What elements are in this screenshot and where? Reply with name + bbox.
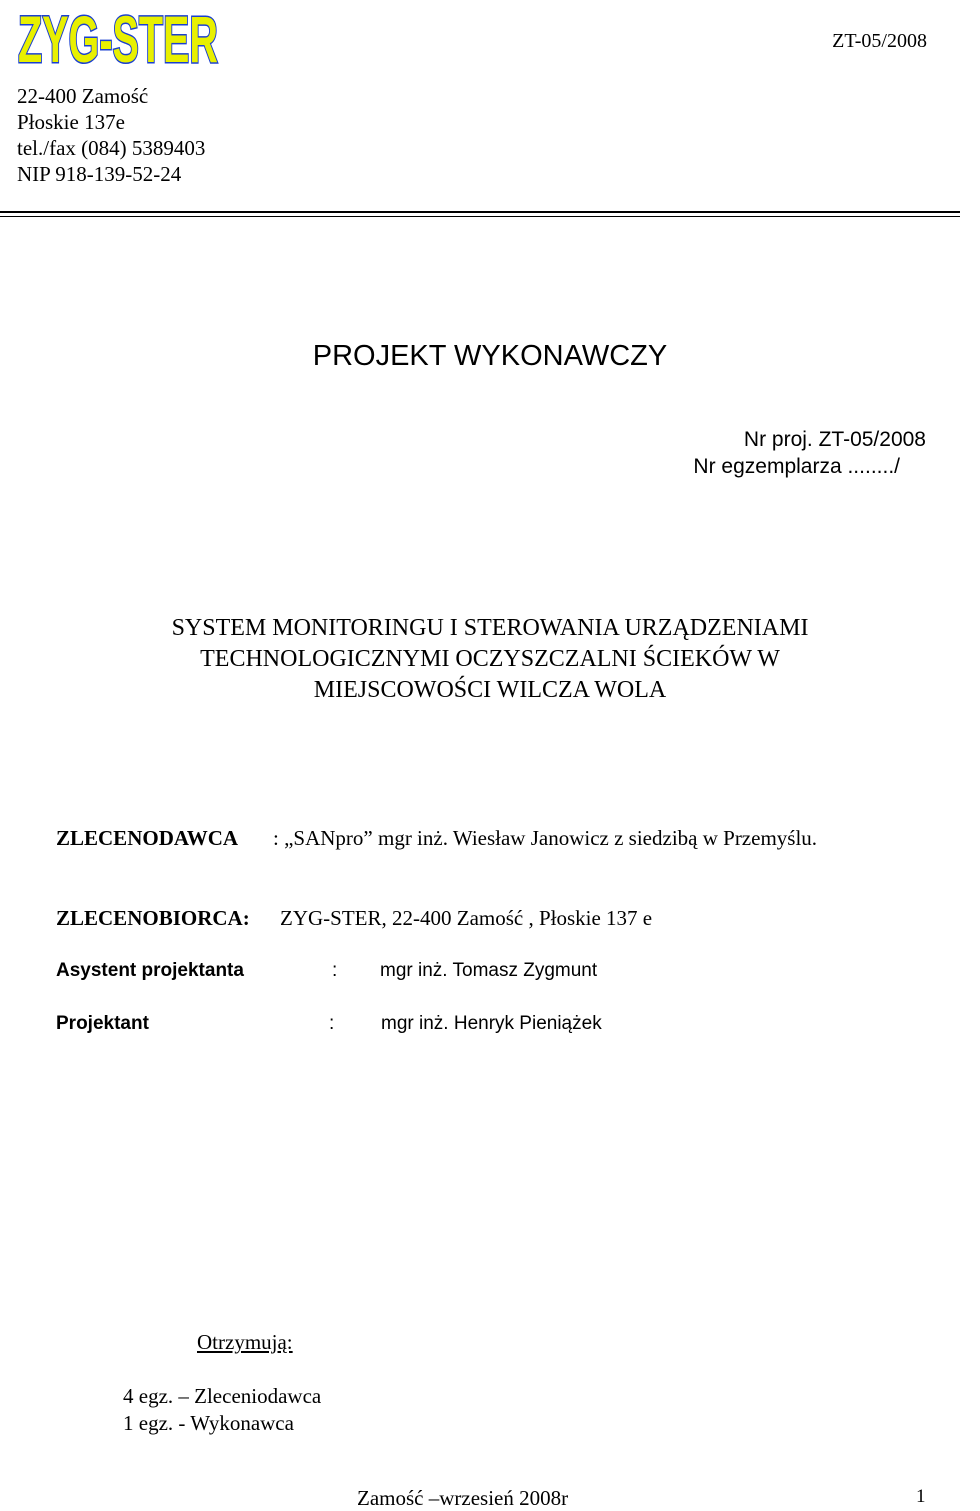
page-number: 1 xyxy=(916,1486,926,1507)
document-number: ZT-05/2008 xyxy=(832,30,927,52)
phone-fax-line: tel./fax (084) 5389403 xyxy=(17,136,206,160)
assistant-label: Asystent projektanta xyxy=(56,960,244,981)
designer-value: mgr inż. Henryk Pieniążek xyxy=(381,1013,602,1034)
project-number: Nr proj. ZT-05/2008 xyxy=(743,428,926,451)
logo-text: ZYG-STER xyxy=(18,2,218,76)
receivers-heading: Otrzymują: xyxy=(197,1330,293,1354)
company-logo xyxy=(16,0,222,74)
address-line-2: Płoskie 137e xyxy=(17,110,125,134)
header-rule-thin xyxy=(0,216,960,217)
receiver-item-2: 1 egz. - Wykonawca xyxy=(123,1411,294,1435)
subject-line-1: SYSTEM MONITORINGU I STEROWANIA URZĄDZENIAMI xyxy=(171,615,809,641)
document-title: PROJEKT WYKONAWCZY xyxy=(312,340,668,372)
subject-line-2: TECHNOLOGICZNYMI OCZYSZCZALNI ŚCIEKÓW W xyxy=(200,646,780,672)
footer-place-date: Zamość –wrzesień 2008r xyxy=(357,1486,569,1510)
address-line-1: 22-400 Zamość xyxy=(17,84,149,108)
receiver-item-1: 4 egz. – Zleceniodawca xyxy=(123,1384,322,1408)
designer-colon: : xyxy=(329,1013,335,1034)
copy-number: Nr egzemplarza ......../ xyxy=(693,455,900,478)
assistant-value: mgr inż. Tomasz Zygmunt xyxy=(380,960,598,981)
client-value: : „SANpro” mgr inż. Wiesław Janowicz z siedzibą w Przemyślu. xyxy=(273,826,818,850)
contractor-value: ZYG-STER, 22-400 Zamość , Płoskie 137 e xyxy=(280,906,653,930)
subject-line-3: MIEJSCOWOŚCI WILCZA WOLA xyxy=(313,677,667,703)
contractor-label: ZLECENOBIORCA: xyxy=(56,906,250,930)
designer-label: Projektant xyxy=(56,1013,149,1034)
client-label: ZLECENODAWCA xyxy=(56,826,239,850)
header-rule-thick xyxy=(0,211,960,213)
tax-id-line: NIP 918-139-52-24 xyxy=(17,162,182,186)
assistant-colon: : xyxy=(332,960,338,981)
